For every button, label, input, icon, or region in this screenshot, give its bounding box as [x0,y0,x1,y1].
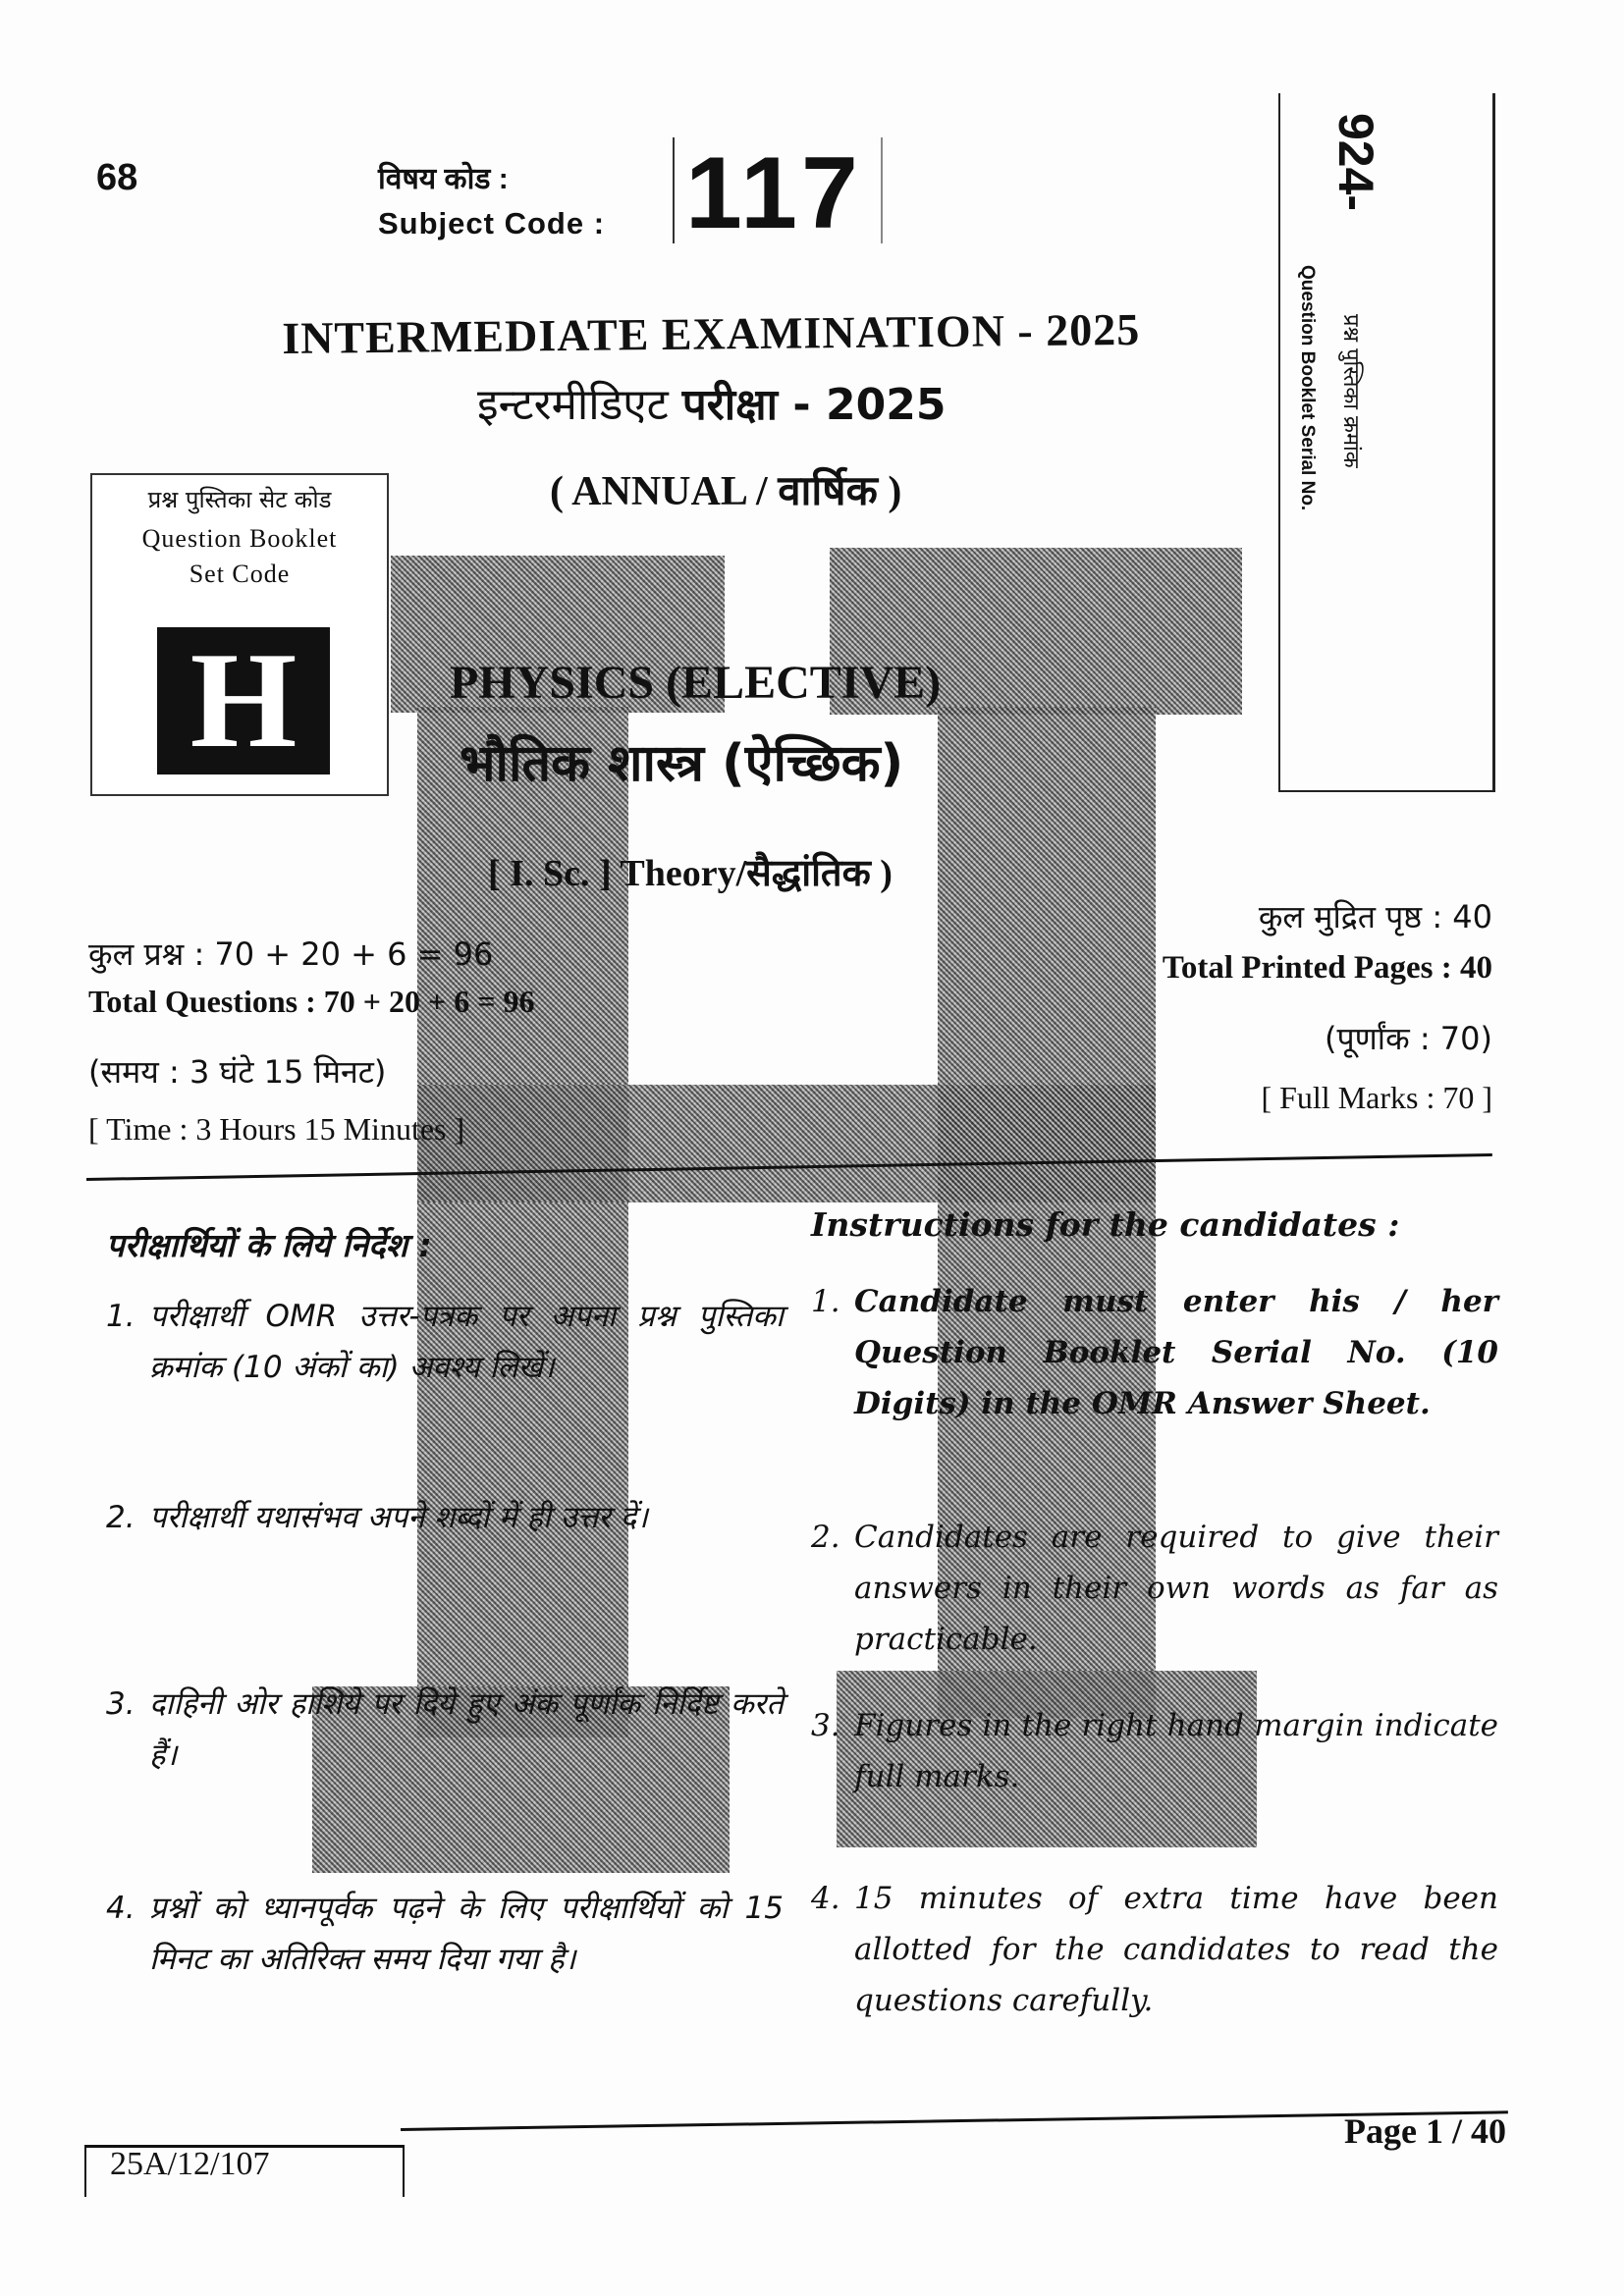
item-number: 3. [106,1686,135,1722]
stream-label: [ I. Sc. ] Theory/सैद्धांतिक ) [488,853,893,894]
item-number: 4. [811,1881,840,1916]
item-text: Candidates are required to give their answers in their own words as far as practicable. [854,1520,1498,1657]
page-corner-number: 68 [96,157,138,198]
watermark-h-crossbar [417,1085,1156,1202]
item-text: प्रश्नों को ध्यानपूर्वक पढ़ने के लिए परीक्षार्थियों को 15 मिनट का अतिरिक्त समय दिया गया है। [149,1891,784,1977]
paper-code: 25A/12/107 [110,2146,270,2182]
total-pages: Total Printed Pages : 40 [1162,950,1492,986]
item-text: परीक्षार्थी यथासंभव अपने शब्दों में ही उत्तर दें। [149,1500,648,1535]
item-number: 4. [106,1891,135,1926]
instruction-item-en-3 [811,1700,1498,1802]
total-questions: Total Questions : 70 + 20 + 6 = 96 [88,984,535,1019]
subject-code-value: 117 [685,136,862,250]
item-text: दाहिनी ओर हाशिये पर दिये हुए अंक पूर्णांक निर्दिष्ट करते हैं। [149,1686,784,1773]
instructions-english [811,1205,1498,1244]
item-number: 3. [811,1708,840,1743]
instruction-item-en-4 [811,1873,1498,2026]
item-text: Candidate must enter his / her Question Booklet Serial No. (10 Digits) in the OMR Answer Sheet. [854,1284,1498,1421]
instruction-item-hi-3 [106,1679,784,1781]
item-number: 1. [811,1284,840,1319]
item-number: 1. [106,1299,135,1334]
time: [ Time : 3 Hours 15 Minutes ] [88,1111,465,1147]
set-code-value: H [157,627,330,774]
instructions-heading-hindi: परीक्षार्थियों के लिये निर्देश : [106,1226,432,1264]
subject-code-label: Subject Code : [378,206,606,240]
exam-title: INTERMEDIATE EXAMINATION - 2025 [282,303,1141,363]
exam-title-hindi-suffix: परीक्षा - 2025 [681,380,947,430]
booklet-serial-number: 924- [1328,113,1383,212]
full-marks-hindi: (पूर्णांक : 70) [1325,1020,1492,1057]
booklet-serial-label: Question Booklet Serial No. [1297,265,1318,511]
footer-divider [401,2110,1508,2131]
subject-name-hindi: भौतिक शास्त्र (ऐच्छिक) [460,734,904,793]
exam-title-hindi [477,373,946,432]
set-code-box [90,473,389,796]
instruction-item-hi-4 [106,1883,784,1985]
instruction-item-hi-1 [106,1291,784,1393]
instruction-item-en-1 [811,1276,1498,1429]
full-marks: [ Full Marks : 70 ] [1261,1080,1492,1115]
instructions-heading: Instructions for the candidates : [811,1205,1400,1244]
subject-name: PHYSICS (ELECTIVE) [450,657,942,709]
item-number: 2. [811,1520,840,1555]
set-code-label-line2: Set Code [189,560,291,588]
page-indicator: Page 1 / 40 [1344,2111,1506,2151]
exam-type: ( ANNUAL / वार्षिक ) [550,469,902,514]
item-text: 15 minutes of extra time have been allotted for the candidates to read the questions carefully. [854,1881,1498,2018]
item-number: 2. [106,1500,135,1535]
exam-title-hindi-prefix: इन्टरमीडिएट [477,380,669,430]
booklet-serial-label-hindi: प्रश्न पुस्तिका क्रमांक [1338,314,1363,468]
set-code-label-line1: Question Booklet [141,524,338,553]
item-text: Figures in the right hand margin indicate full marks. [854,1708,1498,1794]
instruction-item-en-2 [811,1512,1498,1665]
instructions-hindi [106,1222,784,1266]
subject-code-label-hindi: विषय कोड : [378,163,509,195]
total-questions-hindi: कुल प्रश्न : 70 + 20 + 6 = 96 [88,935,494,973]
total-pages-hindi: कुल मुद्रित पृष्ठ : 40 [1258,898,1492,935]
time-hindi: (समय : 3 घंटे 15 मिनट) [88,1053,387,1091]
item-text: परीक्षार्थी OMR उत्तर-पत्रक पर अपना प्रश्न पुस्तिका क्रमांक (10 अंकों का) अवश्य लिखें। [149,1299,784,1385]
instruction-item-hi-2 [106,1492,784,1543]
set-code-label-hindi: प्रश्न पुस्तिका सेट कोड [147,486,332,513]
